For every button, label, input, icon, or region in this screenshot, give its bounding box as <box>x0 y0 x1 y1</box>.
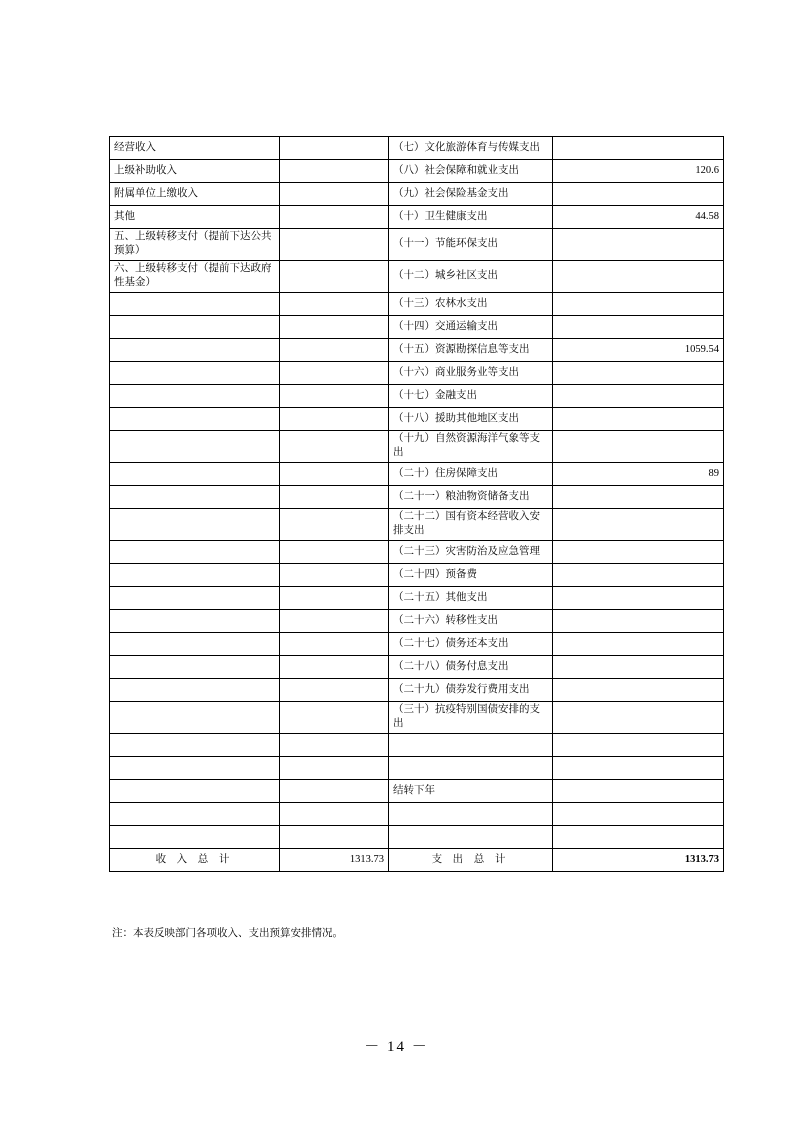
expense-item-value <box>553 316 724 339</box>
expense-item-value <box>553 702 724 734</box>
expense-item-value: 120.6 <box>553 160 724 183</box>
expense-item-label <box>389 826 553 849</box>
table-row <box>110 261 724 293</box>
income-item-value <box>280 803 389 826</box>
expense-item-value <box>553 587 724 610</box>
expense-item-label: （二十五）其他支出 <box>389 587 553 610</box>
income-item-label <box>110 509 280 541</box>
table-row <box>110 564 724 587</box>
income-item-value <box>280 679 389 702</box>
expense-item-label: （十二）城乡社区支出 <box>389 261 553 293</box>
income-item-value <box>280 826 389 849</box>
table-row <box>110 316 724 339</box>
table-row <box>110 610 724 633</box>
income-item-label <box>110 803 280 826</box>
expense-item-value <box>553 408 724 431</box>
expense-item-value <box>553 486 724 509</box>
expense-item-value <box>553 803 724 826</box>
expense-item-value <box>553 757 724 780</box>
income-item-label <box>110 431 280 463</box>
expense-item-value <box>553 229 724 261</box>
income-item-label <box>110 734 280 757</box>
table-row <box>110 183 724 206</box>
budget-table-body <box>110 137 724 872</box>
table-row <box>110 587 724 610</box>
expense-item-label: （二十）住房保障支出 <box>389 463 553 486</box>
table-row <box>110 757 724 780</box>
income-item-label <box>110 587 280 610</box>
income-total-value: 1313.73 <box>280 849 389 872</box>
expense-item-value <box>553 183 724 206</box>
expense-item-label: （八）社会保障和就业支出 <box>389 160 553 183</box>
expense-item-value <box>553 633 724 656</box>
table-row <box>110 541 724 564</box>
page-number: － 14 － <box>364 1039 429 1055</box>
table-row <box>110 826 724 849</box>
expense-item-label: （二十二）国有资本经营收入安排支出 <box>389 509 553 541</box>
income-item-label <box>110 408 280 431</box>
income-item-value <box>280 229 389 261</box>
income-item-value <box>280 587 389 610</box>
expense-item-value <box>553 261 724 293</box>
expense-item-label: （九）社会保险基金支出 <box>389 183 553 206</box>
expense-total-label: 支 出 总 计 <box>389 849 553 872</box>
table-row <box>110 463 724 486</box>
income-item-value <box>280 656 389 679</box>
expense-item-value <box>553 656 724 679</box>
expense-item-label: （三十）抗疫特别国债安排的支出 <box>389 702 553 734</box>
budget-table <box>109 136 724 872</box>
income-item-value <box>280 339 389 362</box>
expense-item-label: （二十七）债务还本支出 <box>389 633 553 656</box>
income-item-label <box>110 463 280 486</box>
expense-item-label <box>389 734 553 757</box>
income-item-value <box>280 757 389 780</box>
income-item-label <box>110 702 280 734</box>
expense-item-value: 44.58 <box>553 206 724 229</box>
table-row <box>110 137 724 160</box>
income-item-value <box>280 385 389 408</box>
table-row <box>110 229 724 261</box>
table-row <box>110 206 724 229</box>
table-total-row <box>110 849 724 872</box>
income-item-label: 六、上级转移支付（提前下达政府性基金） <box>110 261 280 293</box>
expense-item-value <box>553 780 724 803</box>
expense-item-value <box>553 362 724 385</box>
income-item-value <box>280 408 389 431</box>
income-item-label <box>110 656 280 679</box>
table-row <box>110 734 724 757</box>
income-item-label <box>110 679 280 702</box>
table-row <box>110 803 724 826</box>
income-item-value <box>280 206 389 229</box>
income-item-label <box>110 826 280 849</box>
expense-item-label: （十）卫生健康支出 <box>389 206 553 229</box>
income-item-value <box>280 160 389 183</box>
income-item-label: 附属单位上缴收入 <box>110 183 280 206</box>
income-item-label <box>110 610 280 633</box>
expense-item-value <box>553 137 724 160</box>
expense-total-value: 1313.73 <box>553 849 724 872</box>
expense-item-value <box>553 293 724 316</box>
table-row <box>110 431 724 463</box>
table-row <box>110 486 724 509</box>
income-item-value <box>280 261 389 293</box>
income-item-label <box>110 486 280 509</box>
expense-item-value <box>553 541 724 564</box>
table-row <box>110 633 724 656</box>
income-item-value <box>280 431 389 463</box>
income-item-value <box>280 137 389 160</box>
income-item-value <box>280 509 389 541</box>
income-item-label: 经营收入 <box>110 137 280 160</box>
table-row <box>110 408 724 431</box>
income-item-label <box>110 362 280 385</box>
table-row <box>110 702 724 734</box>
table-row <box>110 362 724 385</box>
expense-item-label: （七）文化旅游体育与传媒支出 <box>389 137 553 160</box>
expense-item-label: （二十八）债务付息支出 <box>389 656 553 679</box>
expense-item-label: （二十六）转移性支出 <box>389 610 553 633</box>
income-item-value <box>280 293 389 316</box>
income-item-label <box>110 385 280 408</box>
expense-item-value <box>553 826 724 849</box>
expense-item-label: （十七）金融支出 <box>389 385 553 408</box>
expense-item-label: （二十三）灾害防治及应急管理 <box>389 541 553 564</box>
expense-item-label: （二十九）债券发行费用支出 <box>389 679 553 702</box>
income-item-label: 上级补助收入 <box>110 160 280 183</box>
expense-item-label: 结转下年 <box>389 780 553 803</box>
expense-item-value <box>553 610 724 633</box>
income-item-value <box>280 780 389 803</box>
income-item-value <box>280 734 389 757</box>
expense-item-value: 1059.54 <box>553 339 724 362</box>
income-item-value <box>280 541 389 564</box>
expense-item-value <box>553 431 724 463</box>
income-item-value <box>280 463 389 486</box>
expense-item-label: （十九）自然资源海洋气象等支出 <box>389 431 553 463</box>
table-note: 注：本表反映部门各项收入、支出预算安排情况。 <box>112 928 343 939</box>
income-total-label: 收 入 总 计 <box>110 849 280 872</box>
income-item-label <box>110 633 280 656</box>
income-item-value <box>280 702 389 734</box>
expense-item-value <box>553 564 724 587</box>
income-item-value <box>280 633 389 656</box>
expense-item-label <box>389 757 553 780</box>
income-item-label <box>110 339 280 362</box>
expense-item-label: （十六）商业服务业等支出 <box>389 362 553 385</box>
income-item-label <box>110 780 280 803</box>
income-item-value <box>280 486 389 509</box>
expense-item-value <box>553 509 724 541</box>
income-item-value <box>280 362 389 385</box>
expense-item-label: （二十一）粮油物资储备支出 <box>389 486 553 509</box>
table-row <box>110 780 724 803</box>
income-item-value <box>280 183 389 206</box>
expense-item-label: （十八）援助其他地区支出 <box>389 408 553 431</box>
income-item-label <box>110 757 280 780</box>
table-row <box>110 656 724 679</box>
expense-item-value <box>553 679 724 702</box>
budget-table-container <box>109 136 723 872</box>
income-item-label <box>110 564 280 587</box>
expense-item-value <box>553 734 724 757</box>
expense-item-value <box>553 385 724 408</box>
table-row <box>110 385 724 408</box>
income-item-label: 其他 <box>110 206 280 229</box>
table-row <box>110 339 724 362</box>
table-row <box>110 509 724 541</box>
expense-item-value: 89 <box>553 463 724 486</box>
income-item-label: 五、上级转移支付（提前下达公共预算） <box>110 229 280 261</box>
expense-item-label <box>389 803 553 826</box>
income-item-label <box>110 316 280 339</box>
expense-item-label: （十三）农林水支出 <box>389 293 553 316</box>
income-item-value <box>280 610 389 633</box>
income-item-value <box>280 316 389 339</box>
expense-item-label: （十一）节能环保支出 <box>389 229 553 261</box>
income-item-label <box>110 541 280 564</box>
table-row <box>110 293 724 316</box>
income-item-label <box>110 293 280 316</box>
expense-item-label: （十四）交通运输支出 <box>389 316 553 339</box>
table-row <box>110 160 724 183</box>
table-row <box>110 679 724 702</box>
income-item-value <box>280 564 389 587</box>
expense-item-label: （二十四）预备费 <box>389 564 553 587</box>
expense-item-label: （十五）资源勘探信息等支出 <box>389 339 553 362</box>
